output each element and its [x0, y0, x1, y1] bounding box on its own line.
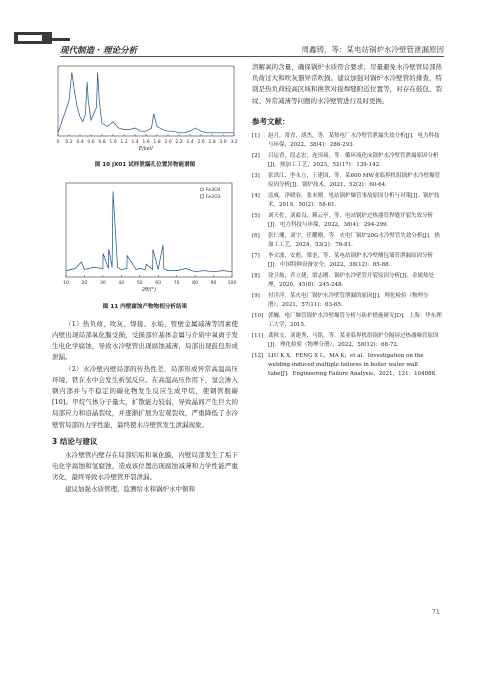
reference-text: 吕运香，段志宏，连玮琦，等．循环流化床锅炉水冷壁管泄漏原因分析[J]．热加工工艺，2023，52(17)：139-142. [268, 153, 439, 169]
reference-item [252, 332, 442, 350]
x-axis-label: 2θ/(°) [141, 287, 157, 294]
reference-number: [5] [252, 213, 260, 220]
x-tick-label: 90 [210, 281, 217, 287]
x-tick-label: 30 [99, 281, 106, 287]
reference-number: [9] [252, 293, 260, 300]
left-column [52, 62, 238, 495]
legend-marker [200, 188, 203, 191]
reference-number: [1] [252, 133, 260, 140]
x-tick-label: 1.6 [142, 140, 150, 145]
x-tick-label: 2.6 [197, 140, 205, 145]
legend-label: Fe2O3 [206, 195, 221, 201]
x-tick-label: 20 [81, 281, 88, 287]
x-tick-label: 2.8 [208, 140, 216, 145]
reference-number: [8] [252, 273, 260, 280]
paragraph-continued: 溶解氧的含量，确保锅炉水质符合要求；尽量避免水冷壁管局部热负荷过大和吹灰器异常吹损。建议加强对锅炉水冷壁管的排查，特别是热负荷较高区域和换管对接焊缝附近位置等，对存在鼓包、裂纹、异常减薄等问题的水冷壁管进行及时更换。 [252, 63, 442, 105]
reference-item [252, 352, 442, 379]
x-tick-label: 40 [118, 281, 125, 287]
x-tick-label: 0.2 [65, 140, 73, 145]
x-tick-label: 60 [155, 281, 162, 287]
reference-text: 刘天佐，刘毅良，赖云亭，等．电站锅炉过热器管焊缝开裂失效分析[J]．电力科技与环保，2022，38(4)：294-299. [268, 213, 434, 229]
reference-number: [4] [252, 193, 260, 200]
figure-10-spectrum [52, 62, 238, 154]
reference-list [252, 132, 442, 379]
x-tick-label: 0.8 [98, 140, 106, 145]
reference-item [252, 312, 442, 330]
page-header [0, 0, 480, 58]
x-tick-label: 0.4 [76, 140, 84, 145]
x-tick-label: 10 [63, 281, 69, 287]
legend-label: Fe3O4 [206, 188, 221, 194]
reference-text: 龚秋文，刘建秀，马铭，等．某亚临界机组锅炉分隔屏过热器爆管原因[J]．理化检验（物理分册），2022，58(12)：68-72. [268, 333, 439, 349]
plot-frame [58, 66, 234, 136]
x-tick-label: 100 [227, 281, 237, 287]
reference-text: 张洪江，李永立，王建国，等．某600 MW亚临界机组锅炉水冷壁爆管原因分析[J]．锅炉技术，2021，52(2)：60-64. [268, 173, 441, 189]
reference-item [252, 252, 442, 270]
x-tick-label: 3.0 [219, 140, 227, 145]
reference-item [252, 232, 442, 250]
series-line [66, 192, 232, 272]
x-tick-label: 3.2 [230, 140, 238, 145]
x-tick-label: 2.2 [175, 140, 183, 145]
reference-text: 李文波，安彪，梁奎，等．某电站锅炉水冷壁侧包墙管泄漏原因分析[J]．中国特种设备安全，2022，38(12)：85-88. [268, 253, 434, 269]
x-tick-label: 2.4 [186, 140, 194, 145]
reference-text: LIU K X，FENG X L，MA K，et al．Investigation on the welding-induced multiple failures in boiler water wall tube[J]．Engineering Failure Analysis，2021，121：104888. [268, 353, 437, 378]
reference-text: 张仁珊，刘宇，任耀刚，等．火电厂锅炉20G水冷壁管失效分析[J]．热加工工艺，2024，53(2)：78-81. [268, 233, 440, 249]
reference-item [252, 132, 442, 150]
section-heading: 3 结论与建议 [52, 436, 98, 446]
right-column [252, 62, 442, 381]
reference-number: [10] [252, 313, 264, 320]
paragraph-2: （2）水冷壁内壁局部的传热性差，局部形成异常高温高压环境，铁在水中会发生析氢反应。在高温高压作用下，氢会渗入钢内部并与不稳定的碳化物发生反应生成甲烷，使钢管脱碳[10]。甲烷气体分子量大，扩散能力较弱，导致晶间产生巨大的局部应力和沿晶裂纹，并逐渐扩展为宏观裂纹，严重降低了水冷壁管局部的力学性能，最终使水冷壁管发生泄漏现象。 [52, 364, 238, 429]
x-axis-label: E/keV [138, 146, 154, 152]
x-tick-label: 1.4 [131, 140, 139, 145]
references-title: 参考文献： [252, 116, 290, 126]
x-tick-label: 80 [192, 281, 199, 287]
page-number: 71 [431, 608, 440, 616]
x-tick-label: 0.6 [87, 140, 95, 145]
reference-number: [3] [252, 173, 260, 180]
reference-item [252, 212, 442, 230]
reference-number: [6] [252, 233, 260, 240]
x-tick-label: 50 [136, 281, 143, 287]
reference-text: 寇威，净晓春，张未刚．电站锅炉爆管事故原因分析与对策[J]．锅炉技术，2019，50(2)：58-61. [268, 193, 440, 209]
reference-text: 徐卫灿，乔立捷，梁志刚．锅炉水冷壁管开裂原因分析[J]．金属热处理，2020，45(8)：245-248. [268, 273, 434, 289]
reference-text: 赵月，常青，胡杰，等．某热电厂水冷壁管泄漏失效分析[J]．电力科技与环保，2022，38(4)：286-293. [268, 133, 440, 149]
reference-item [252, 152, 442, 170]
paragraph-1: （1）热负荷、吹灰、焊接、水垢、管壁金属减薄等因素使内壁出现局部氧化膜受损，受损部位基体金属与介质中氧离子发生电化学腐蚀，导致水冷壁管出现腐蚀减薄，局部出现鼓包形成泄漏。 [52, 319, 238, 362]
header-rule [60, 56, 444, 57]
running-head: 周鑫铸，等：某电站锅炉水冷壁管泄漏原因 [301, 45, 444, 54]
reference-number: [11] [252, 333, 264, 340]
reference-number: [7] [252, 253, 260, 260]
x-tick-label: 70 [173, 281, 180, 287]
reference-text: 付洋洋．某火电厂锅炉水冷壁管泄漏的原因[J]．理化检验（物理分册），2021，57(11)：63-65. [268, 293, 429, 309]
series-line [58, 72, 234, 132]
reference-item [252, 292, 442, 310]
journal-name: 现代制造 · 理论分析 [60, 46, 138, 56]
reference-item [252, 172, 442, 190]
reference-number: [12] [252, 353, 264, 360]
figure-10-caption: 图 10 JX01 试样泄漏孔位置异物能谱图 [94, 162, 196, 169]
paragraph-3: 水冷壁管内壁存在局部结垢和氧化膜，内壁局部发生了垢下电化学腐蚀和氢腐蚀，造成该位置出现腐蚀减薄和力学性能严重劣化，最终导致水冷壁管开裂泄漏。 [52, 451, 238, 482]
x-tick-label: 2.0 [164, 140, 172, 145]
reference-item [252, 272, 442, 290]
x-tick-label: 1.0 [109, 140, 117, 145]
paragraph-4: 建议加强水质管理，监测给水和锅炉水中铜和 [65, 484, 195, 493]
reference-item [252, 192, 442, 210]
x-tick-label: 1.8 [153, 140, 161, 145]
figure-11-xrd [52, 177, 238, 295]
reference-number: [2] [252, 153, 260, 160]
legend-marker [200, 195, 203, 198]
x-tick-label: 1.2 [120, 140, 128, 145]
figure-11-caption: 图 11 内壁腐蚀产物物相分析结果 [102, 303, 188, 310]
x-tick-label: 0 [56, 140, 60, 145]
reference-text: 郭巍．电厂爆管锅炉水冷壁爆管分析与防护措施研究[D]．上海：华东理工大学，2015. [268, 313, 442, 329]
